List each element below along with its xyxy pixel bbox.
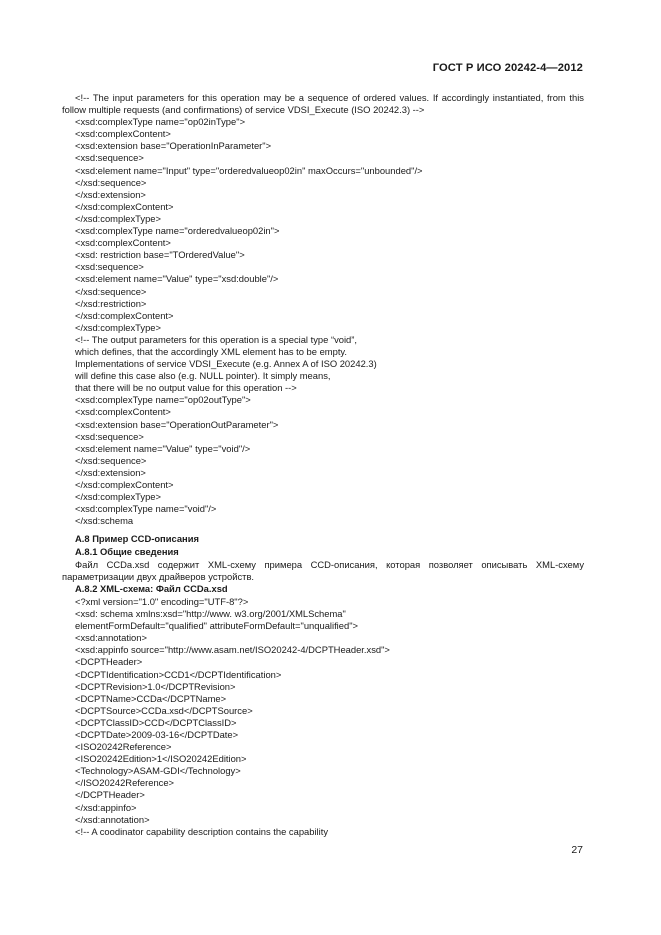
code-line: </xsd:complexType> (75, 212, 161, 224)
code-line: <DCPTRevision>1.0</DCPTRevision> (75, 680, 236, 692)
code-line: </xsd:complexType> (75, 321, 161, 333)
code-line: <xsd:complexContent> (75, 128, 171, 140)
code-line: will define this case also (e.g. NULL pointer). It simply means, (75, 370, 331, 382)
standard-id-header: ГОСТ Р ИСО 20242-4—2012 (432, 62, 583, 74)
code-line: <ISO20242Edition>1</ISO20242Edition> (75, 753, 247, 765)
code-line: <!-- A coodinator capability description contains the capability (75, 825, 329, 837)
code-line: </xsd:schema (75, 515, 134, 527)
code-line: <xsd: restriction base="TOrderedValue"> (75, 249, 245, 261)
code-line: </xsd:restriction> (75, 297, 147, 309)
code-line: <xsd:complexType name="void"/> (75, 503, 217, 515)
code-line: <DCPTIdentification>CCD1</DCPTIdentification> (75, 668, 282, 680)
code-line: <xsd:complexType name="orderedvalueop02in"> (75, 225, 280, 237)
code-line: <xsd:element name="Input" type="orderedvalueop02in" maxOccurs="unbounded"/> (75, 164, 423, 176)
code-line: <xsd:complexContent> (75, 237, 171, 249)
code-line: that there will be no output value for this operation --> (75, 382, 297, 394)
code-line: <DCPTHeader> (75, 656, 143, 668)
code-line: <xsd:sequence> (75, 261, 144, 273)
code-line: <!-- The output parameters for this operation is a special type “void”, (75, 333, 357, 345)
code-line: <xsd:extension base="OperationOutParameter"> (75, 418, 279, 430)
code-line: <?xml version="1.0" encoding="UTF-8"?> (75, 595, 249, 607)
code-line: <DCPTSource>CCDa.xsd</DCPTSource> (75, 704, 253, 716)
code-line: <xsd:annotation> (75, 632, 147, 644)
code-line: </xsd:complexContent> (75, 309, 174, 321)
code-line: <xsd:element name="Value" type="void"/> (75, 442, 251, 454)
code-line: <xsd:element name="Value" type="xsd:double"/> (75, 273, 279, 285)
code-line: </xsd:complexContent> (75, 479, 174, 490)
code-line: Implementations of service VDSI_Execute (e.g. Annex A of ISO 20242.3) (75, 358, 377, 370)
code-line: <xsd:complexType name="op02outType"> (75, 394, 251, 406)
code-line: </ISO20242Reference> (75, 777, 175, 789)
code-line: </xsd:appinfo> (75, 801, 137, 813)
section-a81-heading: А.8.1 Общие сведения (75, 546, 179, 558)
code-line: </xsd:complexContent> (75, 200, 174, 212)
page-content (62, 92, 584, 838)
code-line: <xsd:complexType name="op02inType"> (75, 116, 246, 128)
code-line: <xsd:appinfo source="http://www.asam.net/ISO20242-4/DCPTHeader.xsd"> (75, 644, 390, 656)
code-line: </xsd:sequence> (75, 176, 147, 188)
code-line: </DCPTHeader> (75, 789, 145, 801)
code-line: <ISO20242Reference> (75, 741, 172, 753)
xsd-code-block-2 (62, 596, 584, 838)
code-line: elementFormDefault="qualified" attributeFormDefault="unqualified"> (75, 620, 358, 632)
section-a81-paragraph: Файл CCDa.xsd содержит XML-схему примера CCD-описания, которая позволяет описывать XML-схему параметризации двух драйверов устройств. (62, 558, 584, 583)
code-line: <xsd:sequence> (75, 430, 144, 442)
code-line: </xsd:extension> (75, 466, 146, 478)
code-line: <DCPTName>CCDa</DCPTName> (75, 692, 227, 704)
code-line: <xsd: schema xmlns:xsd="http://www. w3.org/2001/XMLSchema" (75, 608, 346, 620)
code-line: </xsd:complexType> (75, 491, 161, 503)
code-line: </xsd:extension> (75, 188, 146, 200)
code-line: <DCPTDate>2009-03-16</DCPTDate> (75, 728, 239, 740)
code-line: <xsd:sequence> (75, 152, 144, 164)
xsd-code-block-1 (62, 116, 584, 527)
code-line: </xsd:sequence> (75, 285, 147, 297)
page-number: 27 (571, 844, 583, 856)
section-a82-heading: А.8.2 XML-схема: Файл CCDa.xsd (75, 583, 228, 595)
section-a8-heading: А.8 Пример CCD-описания (75, 533, 199, 545)
code-line: <xsd:extension base="OperationInParameter"> (75, 140, 272, 152)
code-line: </xsd:sequence> (75, 454, 147, 466)
code-line: <xsd:complexContent> (75, 406, 171, 418)
code-line: which defines, that the accordingly XML element has to be empty. (75, 345, 348, 357)
comment-paragraph: <!-- The input parameters for this operation may be a sequence of ordered values. If accordingly instantiated, from this follow multiple requests (and confirmations) of service VDSI_Execute (ISO 20242.3) --> (62, 92, 584, 116)
code-line: <DCPTClassID>CCD</DCPTClassID> (75, 716, 237, 728)
code-line: <Technology>ASAM-GDI</Technology> (75, 765, 241, 777)
code-line: </xsd:annotation> (75, 813, 150, 825)
